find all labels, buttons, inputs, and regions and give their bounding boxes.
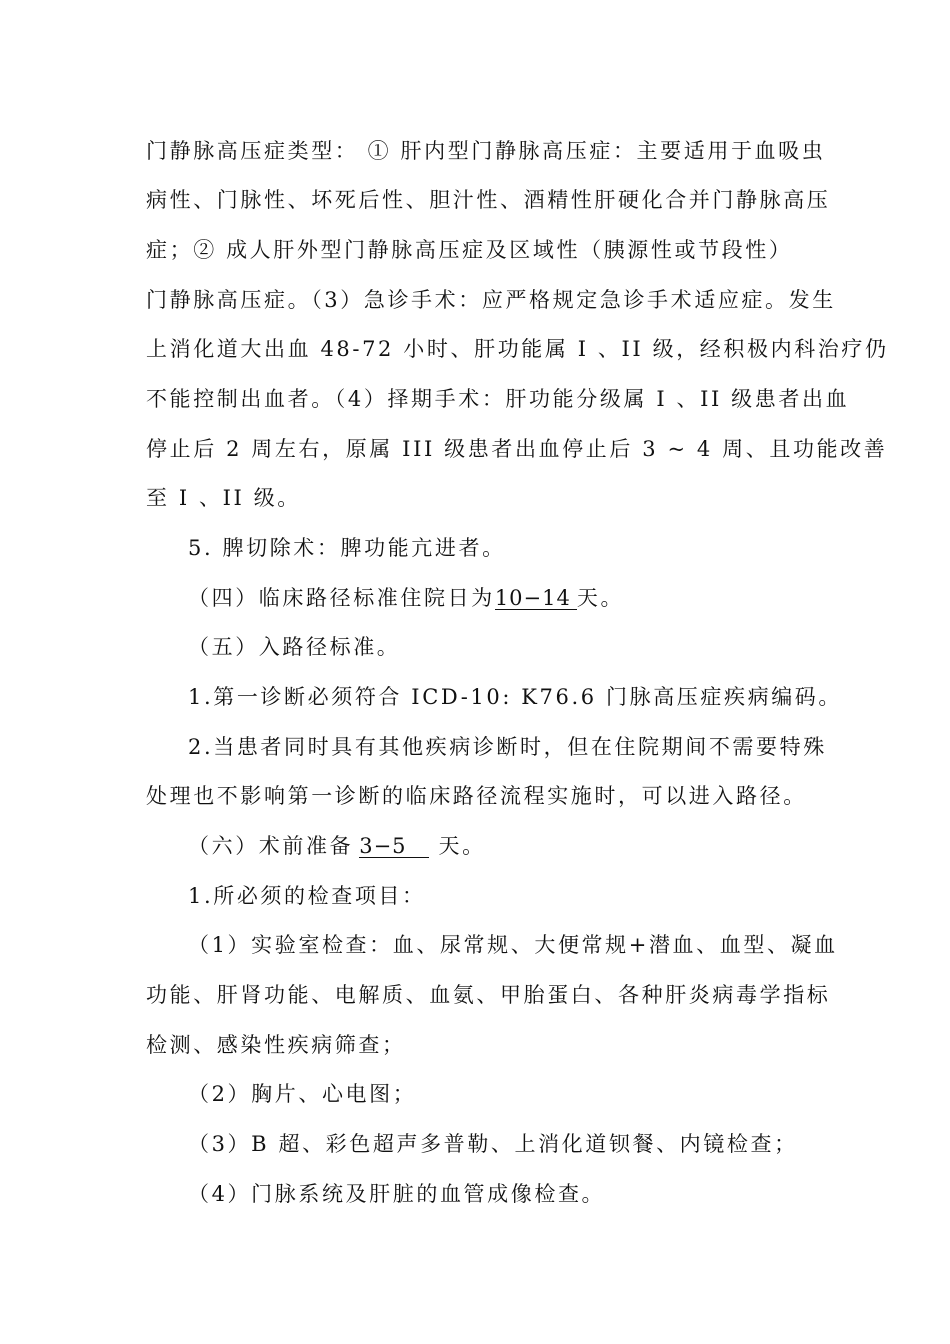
text-line: 门静脉高压症。（3）急诊手术：应严格规定急诊手术适应症。发生 <box>146 288 836 312</box>
stay-line <box>188 583 624 613</box>
text-line: （3）B 超、彩色超声多普勒、上消化道钡餐、内镜检查； <box>188 1132 798 1156</box>
text-line: 1.第一诊断必须符合 ICD-10: K76.6 门脉高压症疾病编码。 <box>188 685 842 709</box>
text-line: 上消化道大出血 48-72 小时、肝功能属 I 、II 级，经积极内科治疗仍 <box>146 337 889 361</box>
prep-line <box>188 831 486 861</box>
prep-days-value: 3−5 <box>359 835 428 858</box>
text-line: 停止后 2 周左右，原属 III 级患者出血停止后 3 ~ 4 周、且功能改善 <box>146 437 888 461</box>
section-heading: 1.所必须的检查项目： <box>188 884 426 908</box>
stay-unit: 天。 <box>576 586 625 610</box>
text-line: 病性、门脉性、坏死后性、胆汁性、酒精性肝硬化合并门静脉高压 <box>146 188 831 212</box>
text-line: 功能、肝肾功能、电解质、血氨、甲胎蛋白、各种肝炎病毒学指标 <box>146 983 831 1007</box>
text-line: 5. 脾切除术：脾功能亢进者。 <box>188 536 506 560</box>
text-line: （4）门脉系统及肝脏的血管成像检查。 <box>188 1182 606 1206</box>
text-line: 至 I 、II 级。 <box>146 486 301 510</box>
prep-unit: 天。 <box>438 834 486 858</box>
text-line: 2.当患者同时具有其他疾病诊断时，但在住院期间不需要特殊 <box>188 735 827 759</box>
section-heading: （五）入路径标准。 <box>188 635 401 659</box>
stay-label: （四）临床路径标准住院日为 <box>188 586 495 610</box>
stay-days-value: 10−14 <box>495 587 577 610</box>
text-line: 检测、感染性疾病筛查； <box>146 1033 406 1057</box>
text-line: （2）胸片、心电图； <box>188 1082 417 1106</box>
text-line: （1）实验室检查：血、尿常规、大便常规+潜血、血型、凝血 <box>188 933 838 957</box>
text-line: 处理也不影响第一诊断的临床路径流程实施时，可以进入路径。 <box>146 784 807 808</box>
text-line: 门静脉高压症类型： ① 肝内型门静脉高压症：主要适用于血吸虫 <box>146 139 826 163</box>
text-line: 不能控制出血者。（4）择期手术：肝功能分级属 I 、II 级患者出血 <box>146 387 850 411</box>
text-line: 症；② 成人肝外型门静脉高压症及区域性（胰源性或节段性） <box>146 238 793 262</box>
prep-label: （六）术前准备 <box>188 834 354 858</box>
